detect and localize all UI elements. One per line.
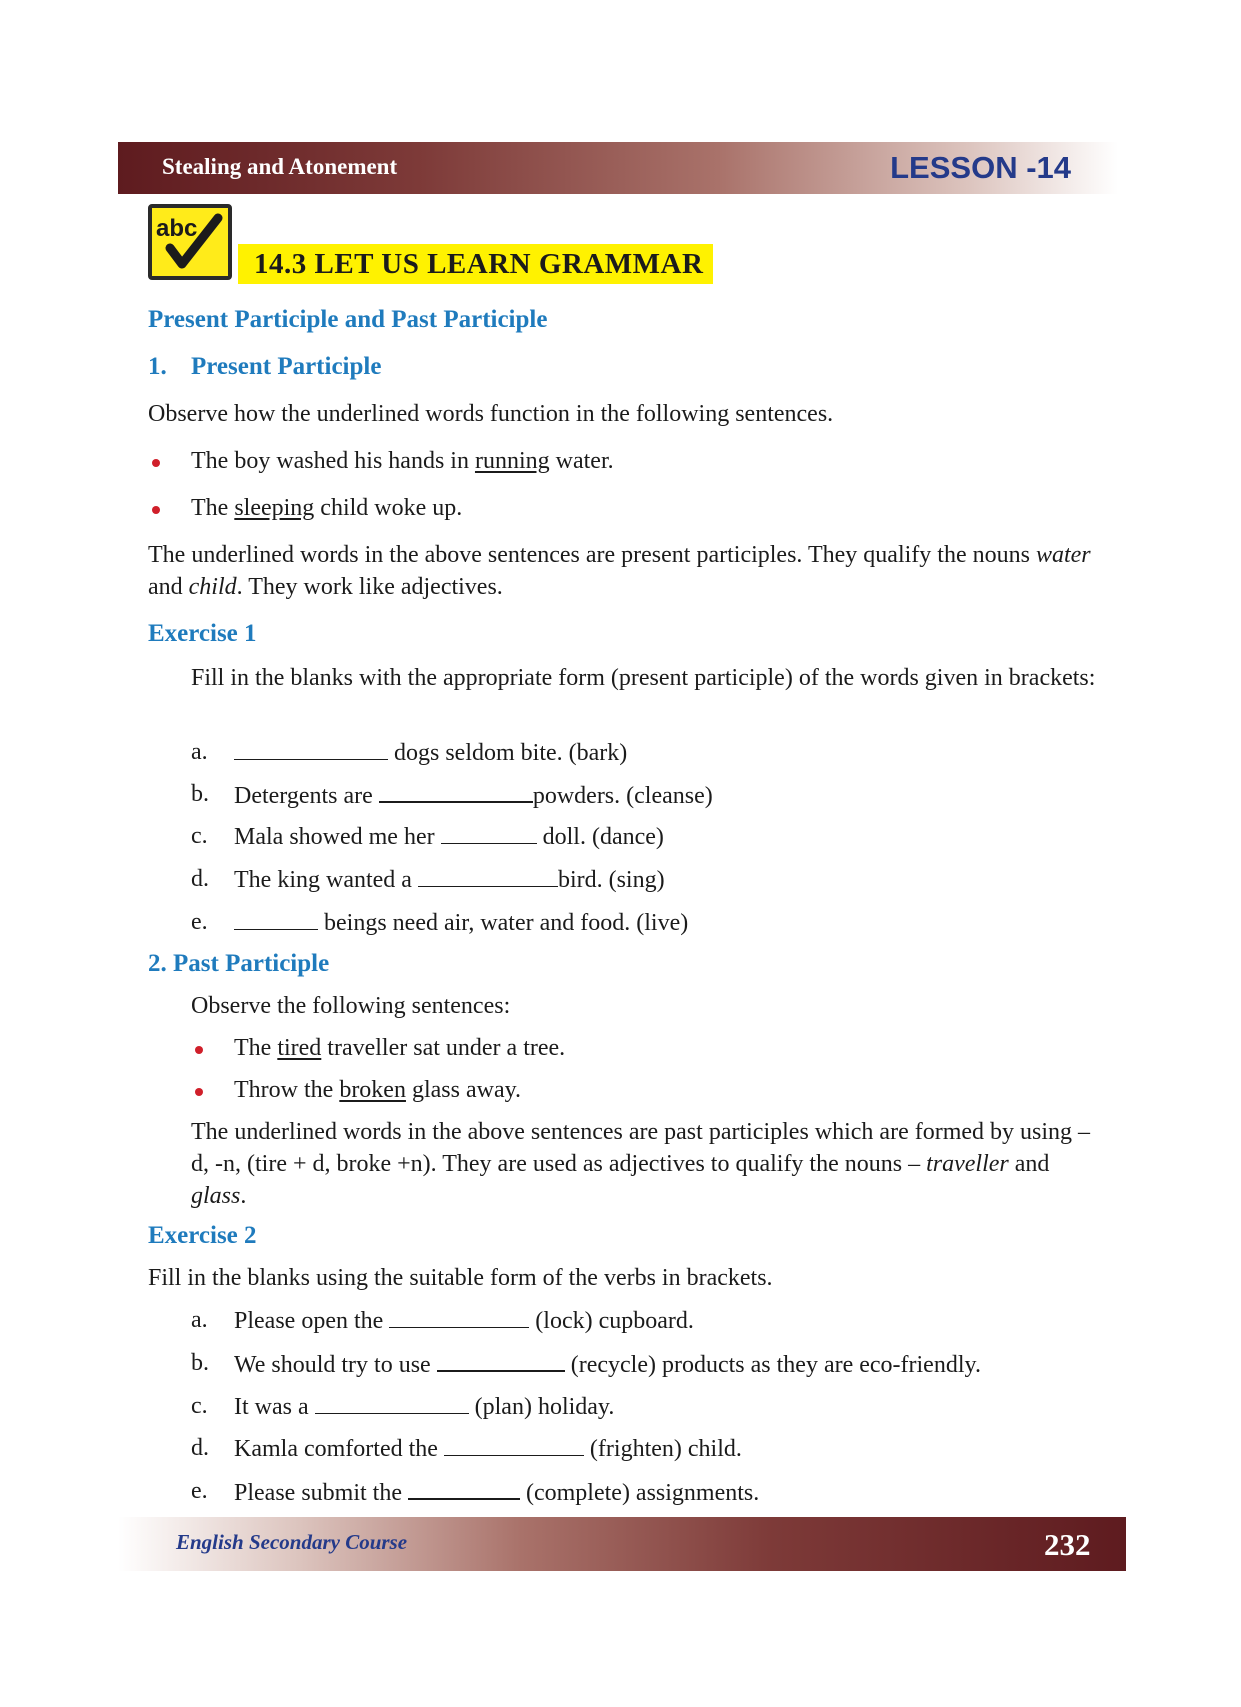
answer-blank[interactable] — [437, 1350, 565, 1372]
bullet-dot — [152, 459, 160, 467]
exercise-2-instruction: Fill in the blanks using the suitable form of the verbs in brackets. — [148, 1265, 773, 1291]
exercise-2-item-c: It was a (plan) holiday. — [234, 1394, 615, 1420]
abc-check-icon — [148, 204, 232, 280]
exercise-1-item-letter: d. — [191, 866, 209, 892]
present-intro: Observe how the underlined words function in the following sentences. — [148, 401, 834, 427]
exercise-1-item-letter: e. — [191, 909, 208, 935]
page-number: 232 — [1044, 1527, 1091, 1562]
underlined-word: broken — [339, 1077, 406, 1103]
underlined-word: tired — [277, 1035, 322, 1061]
exercise-1-item-d: The king wanted a bird. (sing) — [234, 867, 665, 893]
present-participle-number: 1. — [148, 353, 167, 380]
answer-blank[interactable] — [234, 739, 388, 760]
answer-blank[interactable] — [379, 781, 533, 803]
exercise-1-item-a: dogs seldom bite. (bark) — [234, 739, 627, 767]
past-participle-heading: 2. Past Participle — [148, 950, 330, 977]
section-title-highlight — [238, 244, 713, 284]
underlined-word: running — [474, 448, 550, 474]
chapter-title: Stealing and Atonement — [162, 154, 398, 179]
exercise-1-item-letter: b. — [191, 781, 209, 807]
present-explanation: The underlined words in the above sentences are present participles. They qualify the nouns water and child. They work like adjectives. — [148, 542, 1091, 600]
exercise-2-item-letter: c. — [191, 1393, 208, 1419]
exercise-1-instruction: Fill in the blanks with the appropriate form (present participle) of the words given in brackets: — [191, 665, 1096, 691]
exercise-2-item-d: Kamla comforted the (frighten) child. — [234, 1436, 742, 1462]
bullet-dot — [152, 506, 160, 514]
exercise-1-item-letter: c. — [191, 823, 208, 849]
past-bullet-2: Throw the broken glass away. — [234, 1077, 522, 1103]
exercise-1-item-c: Mala showed me her doll. (dance) — [234, 824, 664, 850]
abc-icon-text: abc — [156, 215, 198, 242]
exercise-2-item-letter: d. — [191, 1435, 209, 1461]
topic-heading: Present Participle and Past Participle — [148, 306, 548, 333]
exercise-2-item-letter: e. — [191, 1478, 208, 1504]
present-participle-heading: Present Participle — [191, 353, 382, 380]
bullet-dot — [195, 1088, 203, 1096]
exercise-2-heading: Exercise 2 — [148, 1222, 257, 1249]
present-bullet-2: The sleeping child woke up. — [191, 495, 463, 521]
exercise-2-item-a: Please open the (lock) cupboard. — [234, 1308, 694, 1334]
lesson-label: LESSON -14 — [890, 150, 1071, 185]
exercise-2-item-letter: b. — [191, 1350, 209, 1376]
exercise-1-heading: Exercise 1 — [148, 620, 257, 647]
answer-blank[interactable] — [444, 1435, 584, 1456]
exercise-1-item-e: beings need air, water and food. (live) — [234, 909, 688, 937]
section-title: 14.3 LET US LEARN GRAMMAR — [254, 247, 704, 280]
past-bullet-1: The tired traveller sat under a tree. — [234, 1035, 566, 1061]
present-bullet-1: The boy washed his hands in running water. — [191, 448, 614, 474]
underlined-word: sleeping — [234, 495, 315, 521]
past-explanation: The underlined words in the above sentences are past participles which are formed by using –d, -n, (tire + d, broke +n). They are used as adjectives to qualify the nouns – traveller and glass. — [191, 1119, 1091, 1209]
answer-blank[interactable] — [389, 1307, 529, 1328]
answer-blank[interactable] — [408, 1478, 520, 1500]
answer-blank[interactable] — [315, 1393, 469, 1414]
exercise-1-item-b: Detergents are powders. (cleanse) — [234, 783, 713, 809]
exercise-2-item-b: We should try to use (recycle) products as they are eco-friendly. — [234, 1352, 981, 1378]
bullet-dot — [195, 1046, 203, 1054]
exercise-1-item-letter: a. — [191, 739, 208, 765]
exercise-2-item-e: Please submit the (complete) assignments. — [234, 1480, 760, 1506]
answer-blank[interactable] — [234, 909, 318, 930]
past-intro: Observe the following sentences: — [191, 993, 511, 1019]
course-name: English Secondary Course — [176, 1530, 408, 1554]
answer-blank[interactable] — [441, 823, 537, 844]
answer-blank[interactable] — [418, 866, 558, 887]
exercise-2-item-letter: a. — [191, 1307, 208, 1333]
